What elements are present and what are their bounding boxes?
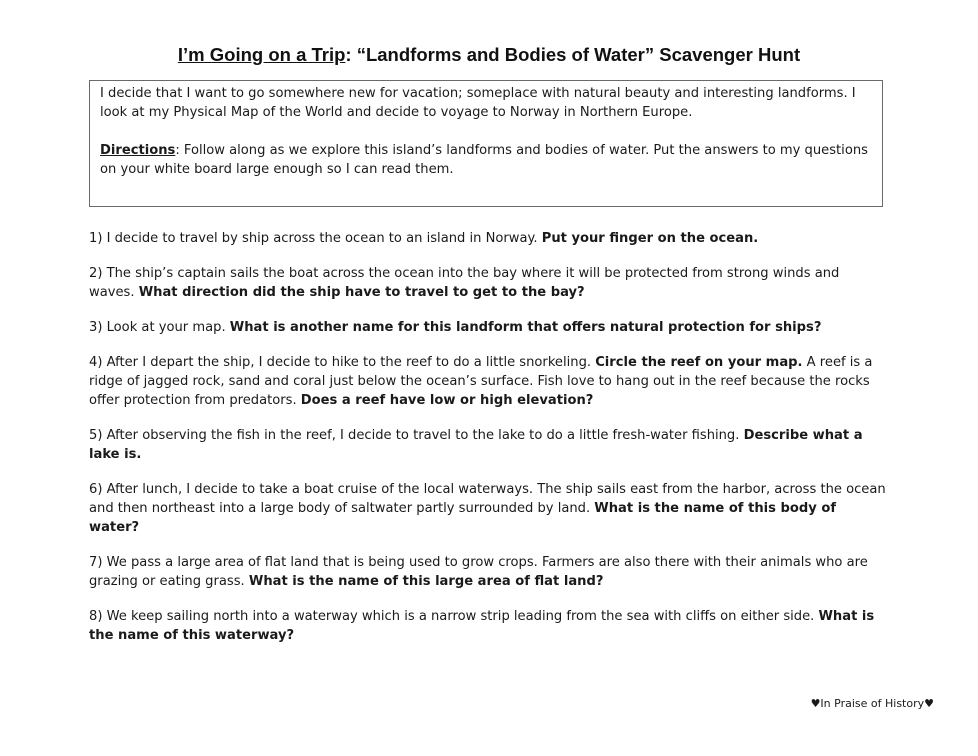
questions-list [89, 229, 889, 661]
question-text: 1) I decide to travel by ship across the ocean to an island in Norway. [89, 231, 542, 246]
directions-paragraph [100, 141, 872, 179]
question-4 [89, 353, 889, 410]
question-text: 2) The ship’s captain sails the boat across the ocean into the bay where it will be protected from strong winds and waves. [89, 266, 840, 300]
title-scavenger: : “Landforms and Bodies of Water” Scavenger Hunt [345, 44, 801, 65]
question-3 [89, 318, 889, 337]
question-prompt-2: Does a reef have low or high elevation? [300, 393, 594, 408]
question-1 [89, 229, 889, 248]
question-8 [89, 607, 889, 645]
question-prompt: What is the name of this large area of flat land? [248, 574, 604, 589]
footer-credit: ♥In Praise of History♥ [810, 697, 934, 710]
question-prompt: What is the name of this body of water? [89, 501, 837, 535]
question-text: 8) We keep sailing north into a waterway which is a narrow strip leading from the sea with cliffs on either side. [89, 609, 819, 624]
intro-text: I decide that I want to go somewhere new for vacation; someplace with natural beauty and interesting landforms. I look at my Physical Map of the World and decide to voyage to Norway in Northern Europe. [100, 86, 856, 120]
question-prompt: What is the name of this waterway? [89, 609, 875, 643]
question-text: 7) We pass a large area of flat land that is being used to grow crops. Farmers are also there with their animals who are grazing or eating grass. [89, 555, 868, 589]
intro-box [89, 80, 883, 207]
title-trip: I’m Going on a Trip [177, 44, 346, 65]
question-prompt: Put your finger on the ocean. [541, 231, 759, 246]
question-prompt: What is another name for this landform that offers natural protection for ships? [229, 320, 822, 335]
question-7 [89, 553, 889, 591]
directions-label: Directions [100, 143, 176, 158]
question-text: 4) After I depart the ship, I decide to hike to the reef to do a little snorkeling. [89, 355, 596, 370]
question-text-2: A reef is a ridge of jagged rock, sand and coral just below the ocean’s surface. Fish love to hang out in the reef because the rocks offer protection from predators. [89, 355, 873, 408]
question-prompt: What direction did the ship have to travel to get to the bay? [138, 285, 585, 300]
question-text: 5) After observing the fish in the reef, I decide to travel to the lake to do a little fresh-water fishing. [89, 428, 744, 443]
question-prompt: Describe what a lake is. [89, 428, 863, 462]
directions-text: : Follow along as we explore this island’s landforms and bodies of water. Put the answers to my questions on your white board large enough so I can read them. [100, 143, 868, 177]
question-5 [89, 426, 889, 464]
question-prompt: Circle the reef on your map. [595, 355, 803, 370]
question-text: 3) Look at your map. [89, 320, 230, 335]
page-title [0, 44, 978, 66]
question-6 [89, 480, 889, 537]
question-2 [89, 264, 889, 302]
question-text: 6) After lunch, I decide to take a boat cruise of the local waterways. The ship sails east from the harbor, across the ocean and then northeast into a large body of saltwater partly surrounded by land. [89, 482, 886, 516]
